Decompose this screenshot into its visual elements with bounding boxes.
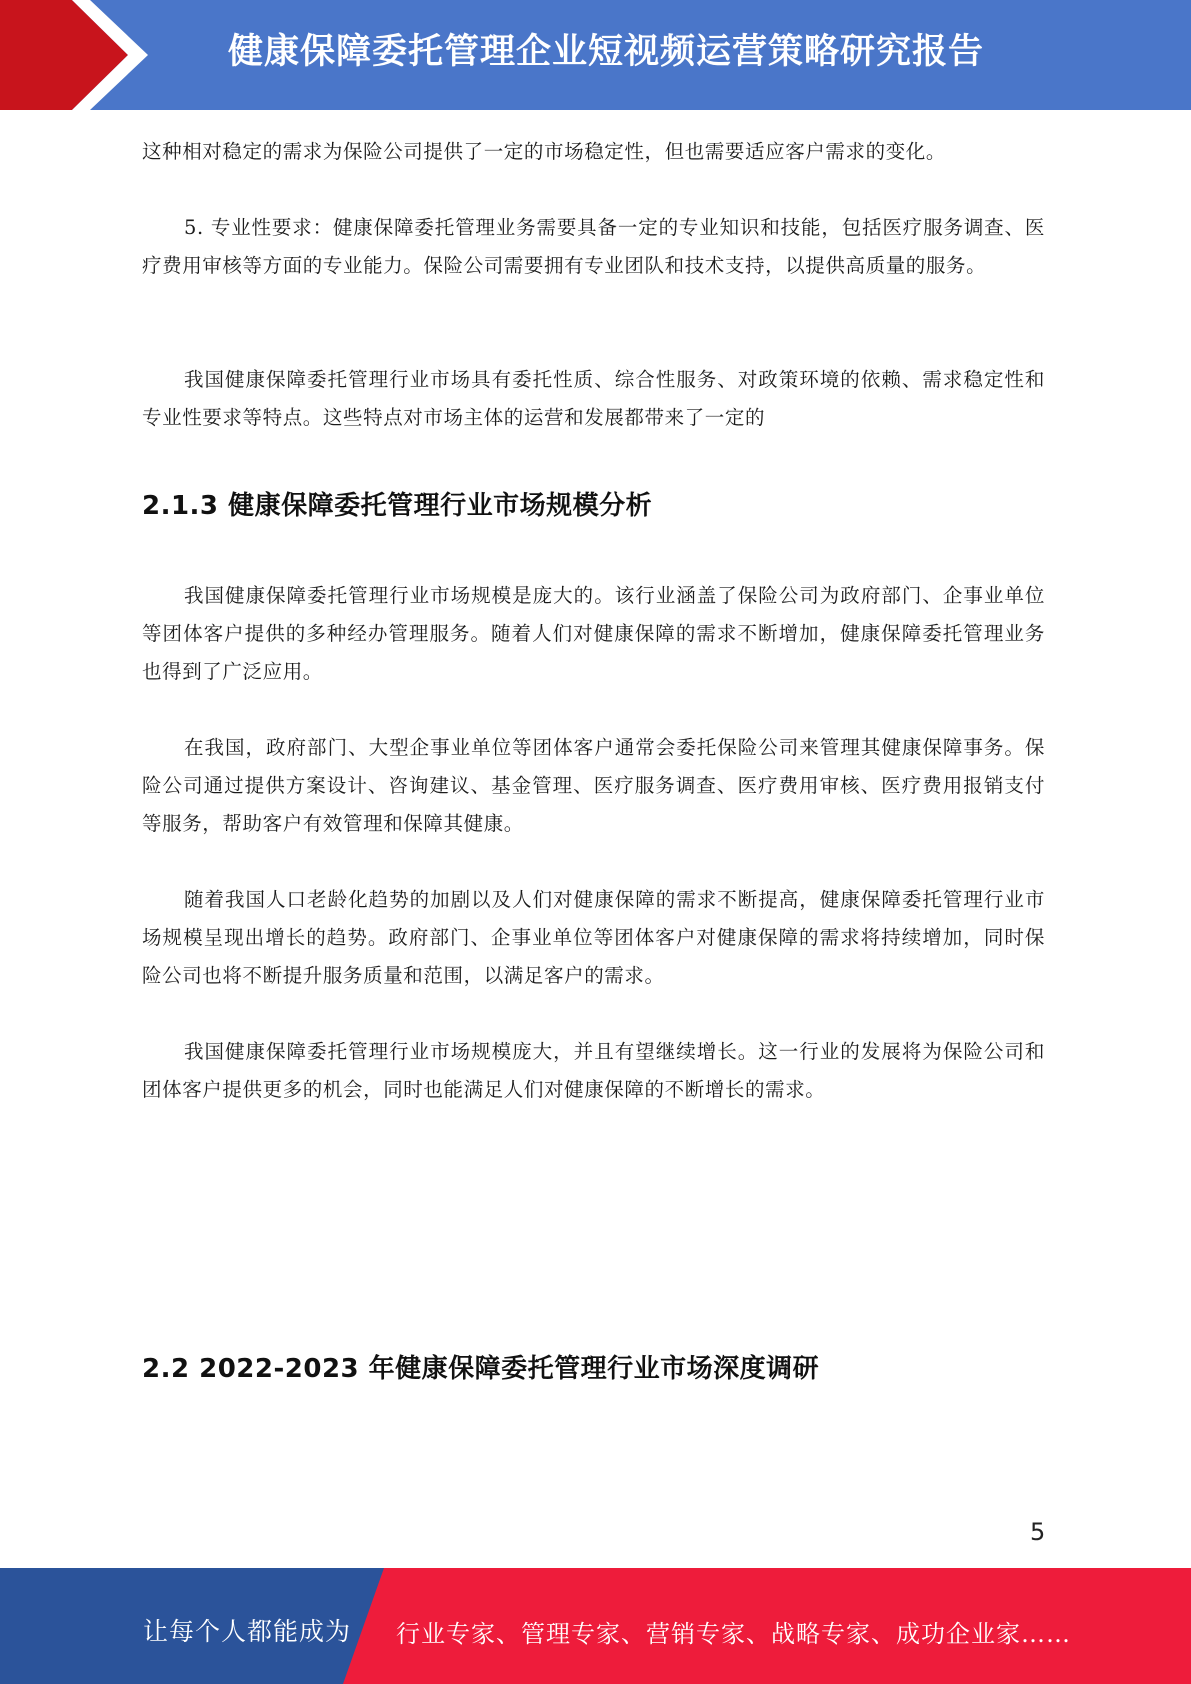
footer-slogan-left: 让每个人都能成为 <box>143 1617 352 1646</box>
paragraph: 我国健康保障委托管理行业市场具有委托性质、综合性服务、对政策环境的依赖、需求稳定性和专业性要求等特点。这些特点对市场主体的运营和发展都带来了一定的 <box>142 368 1045 429</box>
page-number: 5 <box>1030 1518 1046 1546</box>
footer-slogan-right: 行业专家、管理专家、营销专家、战略专家、成功企业家…… <box>396 1620 1071 1648</box>
footer-banner <box>0 1568 1191 1684</box>
header-red-arrow <box>0 0 140 110</box>
paragraph: 这种相对稳定的需求为保险公司提供了一定的市场稳定性，但也需要适应客户需求的变化。 <box>142 140 947 163</box>
paragraph: 我国健康保障委托管理行业市场规模庞大，并且有望继续增长。这一行业的发展将为保险公司和团体客户提供更多的机会，同时也能满足人们对健康保障的不断增长的需求。 <box>142 1040 1045 1101</box>
paragraph: 我国健康保障委托管理行业市场规模是庞大的。该行业涵盖了保险公司为政府部门、企事业单位等团体客户提供的多种经办管理服务。随着人们对健康保障的需求不断增加，健康保障委托管理业务也得到了广泛应用。 <box>142 584 1045 683</box>
paragraph: 随着我国人口老龄化趋势的加剧以及人们对健康保障的需求不断提高，健康保障委托管理行业市场规模呈现出增长的趋势。政府部门、企事业单位等团体客户对健康保障的需求将持续增加，同时保险公司也将不断提升服务质量和范围，以满足客户的需求。 <box>142 888 1045 987</box>
paragraph: 在我国，政府部门、大型企事业单位等团体客户通常会委托保险公司来管理其健康保障事务。保险公司通过提供方案设计、咨询建议、基金管理、医疗服务调查、医疗费用审核、医疗费用报销支付等服务，帮助客户有效管理和保障其健康。 <box>142 736 1045 835</box>
paragraph: 5. 专业性要求：健康保障委托管理业务需要具备一定的专业知识和技能，包括医疗服务调查、医疗费用审核等方面的专业能力。保险公司需要拥有专业团队和技术支持，以提供高质量的服务。 <box>142 216 1045 277</box>
header-banner <box>0 0 1191 110</box>
report-title: 健康保障委托管理企业短视频运营策略研究报告 <box>228 32 985 72</box>
section-heading: 2.1.3 健康保障委托管理行业市场规模分析 <box>142 491 653 521</box>
section-heading: 2.2 2022-2023 年健康保障委托管理行业市场深度调研 <box>142 1354 820 1384</box>
